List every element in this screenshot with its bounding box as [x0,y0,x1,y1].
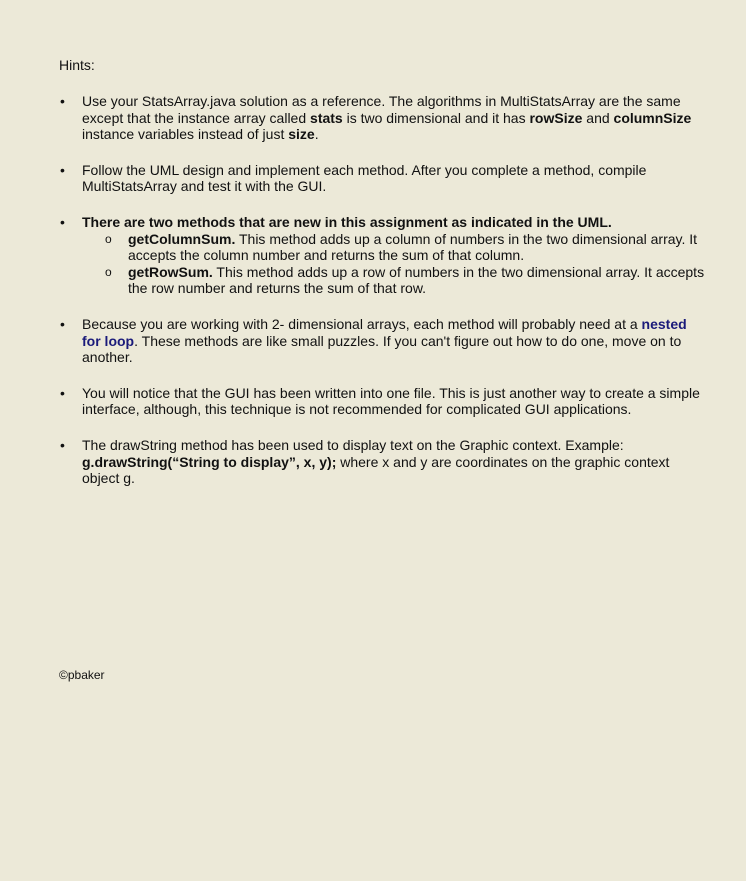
hint-text: . These methods are like small puzzles. If you can't figure out how to do one, move on to another. [82,332,682,366]
hint-lead-text: There are two methods that are new in this assignment as indicated in the UML. [82,213,612,230]
hint-drawstring [59,437,707,487]
method-description: This method adds up a column of numbers in the two dimensional array. It accepts the column number and returns the sum of that column. [128,230,698,264]
hint-text: instance variables instead of just [82,126,289,143]
hint-text: You will notice that the GUI has been written into one file. This is just another way to create a simple interface, although, this technique is not recommended for complicated GUI applications. [82,384,700,418]
bullet-icon: • [60,161,65,178]
hint-stats-array-reference [59,93,707,143]
keyword-rowsize: rowSize [529,109,583,126]
hint-gui-one-file [59,385,707,418]
hints-list [59,93,707,506]
sub-bullet-icon: o [105,231,112,246]
method-description: This method adds up a row of numbers in the two dimensional array. It accepts the row number and returns the sum of that row. [128,263,705,297]
hint-new-methods [59,214,707,297]
hint-text: Use your StatsArray.java solution as a reference. The algorithms in MultiStatsArray are the same except that the instance array called [82,93,681,126]
method-get-column-sum [82,231,707,264]
hint-text: Follow the UML design and implement each method. After you complete a method, compile MultiStatsArray and test it with the GUI. [82,161,647,195]
keyword-stats: stats [310,109,343,126]
bullet-icon: • [60,93,65,109]
method-get-row-sum [82,264,707,297]
hint-text: The drawString method has been used to display text on the Graphic context. Example: [82,436,624,453]
new-methods-list [82,231,707,297]
keyword-columnsize: columnSize [613,109,692,126]
bullet-icon: • [60,384,65,401]
hint-follow-uml [59,162,707,195]
hint-text: . [314,126,319,143]
code-example: g.drawString(“String to display”, x, y); [82,453,337,470]
bullet-icon: • [60,315,65,332]
method-name: getColumnSum. [128,230,236,247]
hint-nested-loops [59,316,707,366]
bullet-icon: • [60,213,65,230]
copyright-footer: ©pbaker [59,668,105,682]
method-name: getRowSum. [128,263,213,280]
hint-text: where x and y are coordinates on the graphic context object g. [82,453,670,487]
keyword-size: size [288,126,315,143]
nested-for-loop-link[interactable]: nested for loop [82,315,687,349]
sub-bullet-icon: o [105,264,112,279]
hint-text: is two dimensional and it has [342,109,530,126]
hints-heading: Hints: [59,57,95,73]
hint-text: and [582,109,614,126]
hint-text: Because you are working with 2- dimensional arrays, each method will probably need at a [82,315,642,332]
bullet-icon: • [60,436,65,453]
